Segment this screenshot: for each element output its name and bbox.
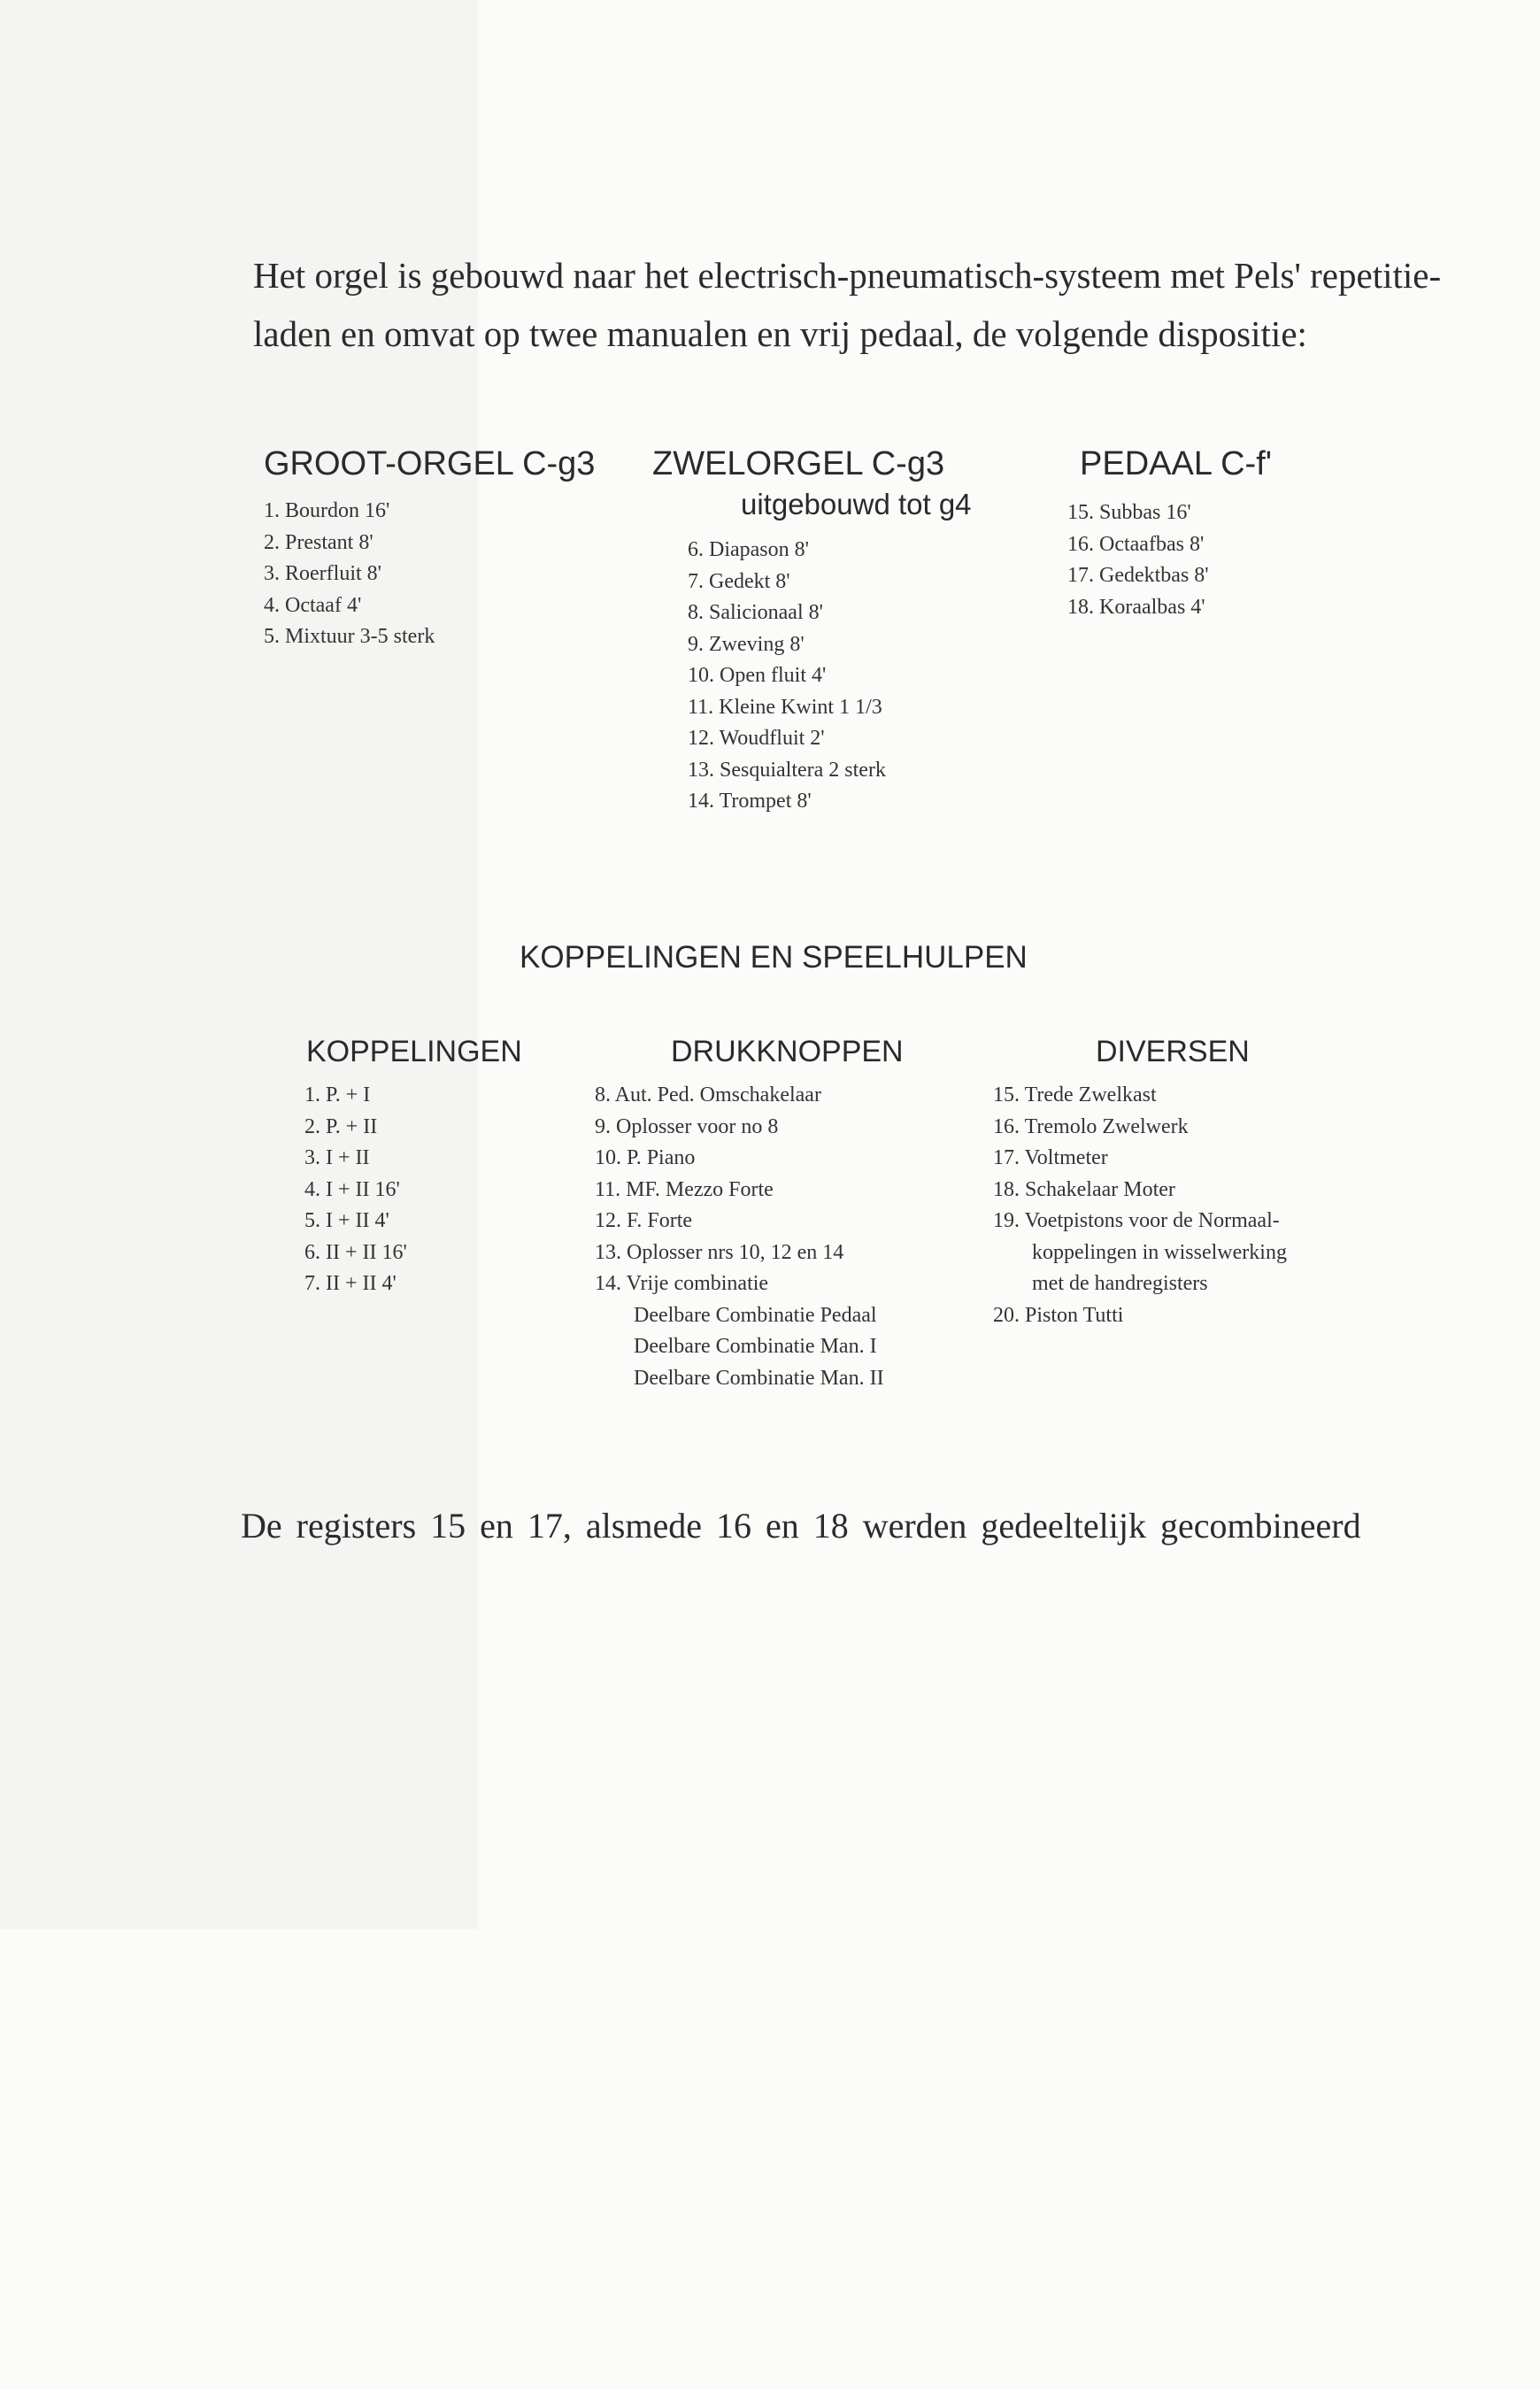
list-item: 1. P. + I (304, 1083, 371, 1106)
pedaal-list (1067, 497, 1272, 623)
diversen-title: DIVERSEN (1096, 1035, 1250, 1068)
list-item: 19. Voetpistons voor de Normaal- (993, 1209, 1280, 1232)
list-item: 10. P. Piano (595, 1146, 696, 1169)
drukknoppen-section (595, 1032, 904, 1394)
zwelorgel-section (652, 444, 972, 818)
footer-note: De registers 15 en 17, alsmede 16 en 18 werden gedeeltelijk gecombineerd (241, 1506, 1361, 1546)
zwelorgel-title: ZWELORGEL C-g3 (652, 445, 945, 482)
list-item: 12. Woudfluit 2' (688, 727, 825, 750)
list-item: 2. Prestant 8' (264, 530, 373, 554)
list-item: 18. Schakelaar Moter (993, 1177, 1175, 1201)
list-item: 3. Roerfluit 8' (264, 562, 381, 585)
koppelingen-list (304, 1080, 522, 1300)
list-item: 8. Aut. Ped. Omschakelaar (595, 1083, 821, 1106)
list-item: 11. Kleine Kwint 1 1/3 (688, 695, 882, 719)
list-item: Deelbare Combinatie Man. II (634, 1366, 884, 1390)
list-item: 16. Octaafbas 8' (1067, 532, 1205, 556)
list-item: 15. Trede Zwelkast (993, 1083, 1157, 1106)
list-item: 9. Zweving 8' (688, 632, 805, 656)
list-item: 11. MF. Mezzo Forte (595, 1177, 774, 1201)
koppelingen-title: KOPPELINGEN (306, 1035, 522, 1068)
pedaal-section (1067, 444, 1273, 623)
list-item: 13. Sesquialtera 2 sterk (688, 758, 886, 782)
list-item: 7. Gedekt 8' (688, 569, 790, 593)
list-item: Deelbare Combinatie Pedaal (634, 1303, 877, 1327)
list-item: Deelbare Combinatie Man. I (634, 1335, 877, 1358)
intro-paragraph (253, 246, 1442, 363)
list-item: 10. Open fluit 4' (688, 664, 827, 687)
list-item: 1. Bourdon 16' (264, 499, 390, 522)
pedaal-title: PEDAAL C-f' (1080, 445, 1273, 482)
list-item: 7. II + II 4' (304, 1272, 397, 1295)
list-item: 2. P. + II (304, 1114, 378, 1138)
list-item: 20. Piston Tutti (993, 1303, 1124, 1327)
intro-line-2: laden en omvat op twee manualen en vrij pedaal, de volgende dispositie: (253, 313, 1307, 354)
list-item: 4. Octaaf 4' (264, 593, 362, 617)
zwelorgel-subtitle: uitgebouwd tot g4 (741, 488, 972, 520)
list-item: 18. Koraalbas 4' (1067, 595, 1205, 619)
groot-orgel-list (264, 496, 595, 653)
list-item: koppelingen in wisselwerking (1032, 1240, 1287, 1264)
list-item: 14. Trompet 8' (688, 790, 812, 813)
zwelorgel-list (688, 535, 972, 818)
diversen-section (993, 1032, 1287, 1331)
list-item: 4. I + II 16' (304, 1177, 400, 1201)
list-item: met de handregisters (1032, 1272, 1208, 1295)
list-item: 8. Salicionaal 8' (688, 601, 823, 624)
list-item: 9. Oplosser voor no 8 (595, 1114, 779, 1138)
list-item: 17. Gedektbas 8' (1067, 564, 1209, 587)
groot-orgel-title: GROOT-ORGEL C-g3 (264, 445, 596, 482)
list-item: 13. Oplosser nrs 10, 12 en 14 (595, 1240, 844, 1264)
list-item: 15. Subbas 16' (1067, 501, 1191, 524)
list-item: 12. F. Forte (595, 1209, 693, 1232)
intro-line-1: Het orgel is gebouwd naar het electrisch-pneumatisch-systeem met Pels' repetitie- (253, 255, 1442, 296)
list-item: 5. I + II 4' (304, 1209, 389, 1232)
drukknoppen-title: DRUKKNOPPEN (671, 1035, 904, 1068)
list-item: 17. Voltmeter (993, 1146, 1108, 1169)
list-item: 6. II + II 16' (304, 1240, 407, 1264)
list-item: 6. Diapason 8' (688, 538, 809, 561)
list-item: 16. Tremolo Zwelwerk (993, 1114, 1189, 1138)
groot-orgel-section (264, 444, 595, 653)
section-heading: KOPPELINGEN EN SPEELHULPEN (520, 940, 1028, 975)
list-item: 3. I + II (304, 1146, 370, 1169)
koppelingen-section (306, 1032, 522, 1300)
diversen-list (993, 1080, 1287, 1331)
list-item: 5. Mixtuur 3-5 sterk (264, 625, 435, 648)
list-item: 14. Vrije combinatie (595, 1272, 769, 1295)
drukknoppen-list (595, 1080, 904, 1394)
